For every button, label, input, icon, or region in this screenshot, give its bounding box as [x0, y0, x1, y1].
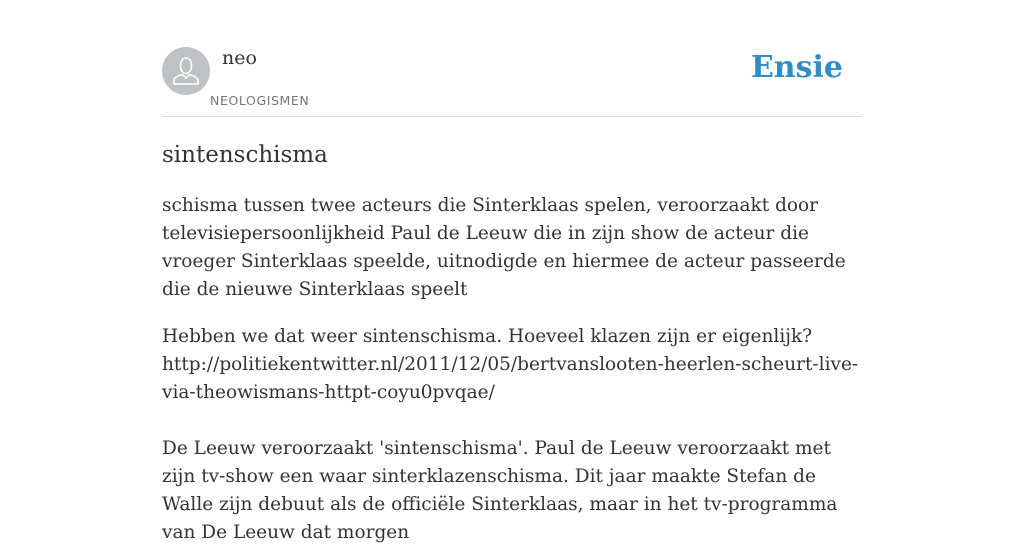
entry-header: [162, 46, 862, 117]
entry-definition: schisma tussen twee acteurs die Sinterklaas spelen, veroorzaakt door televisiepersoonlijkheid Paul de Leeuw die in zijn show de acteur die vroeger Sinterklaas speelde, uitnodigde en hiermee de acteur passeerde die de nieuwe Sinterklaas speelt: [162, 195, 846, 300]
user-silhouette-icon: [162, 47, 210, 95]
category-label[interactable]: NEOLOGISMEN: [210, 93, 310, 108]
entry-title: sintenschisma: [162, 142, 328, 168]
entry-example: Hebben we dat weer sintenschisma. Hoeveel klazen zijn er eigenlijk? http://politiekentwitter.nl/2011/12/05/bertvanslooten-heerlen-scheurt-live-via-theowismans-httpt-coyu0pvqae/ De Leeuw veroorzaakt 'sintenschisma'. Paul de Leeuw veroorzaakt met zijn tv-show een waar sinterklazenschisma. Dit jaar maakte Stefan de Walle zijn debuut als de officiële Sinterklaas, maar in het tv-programma van De Leeuw dat morgen: [162, 326, 859, 543]
avatar[interactable]: [162, 47, 210, 95]
brand-logo[interactable]: Ensie: [750, 50, 843, 85]
author-name[interactable]: neo: [222, 47, 257, 69]
